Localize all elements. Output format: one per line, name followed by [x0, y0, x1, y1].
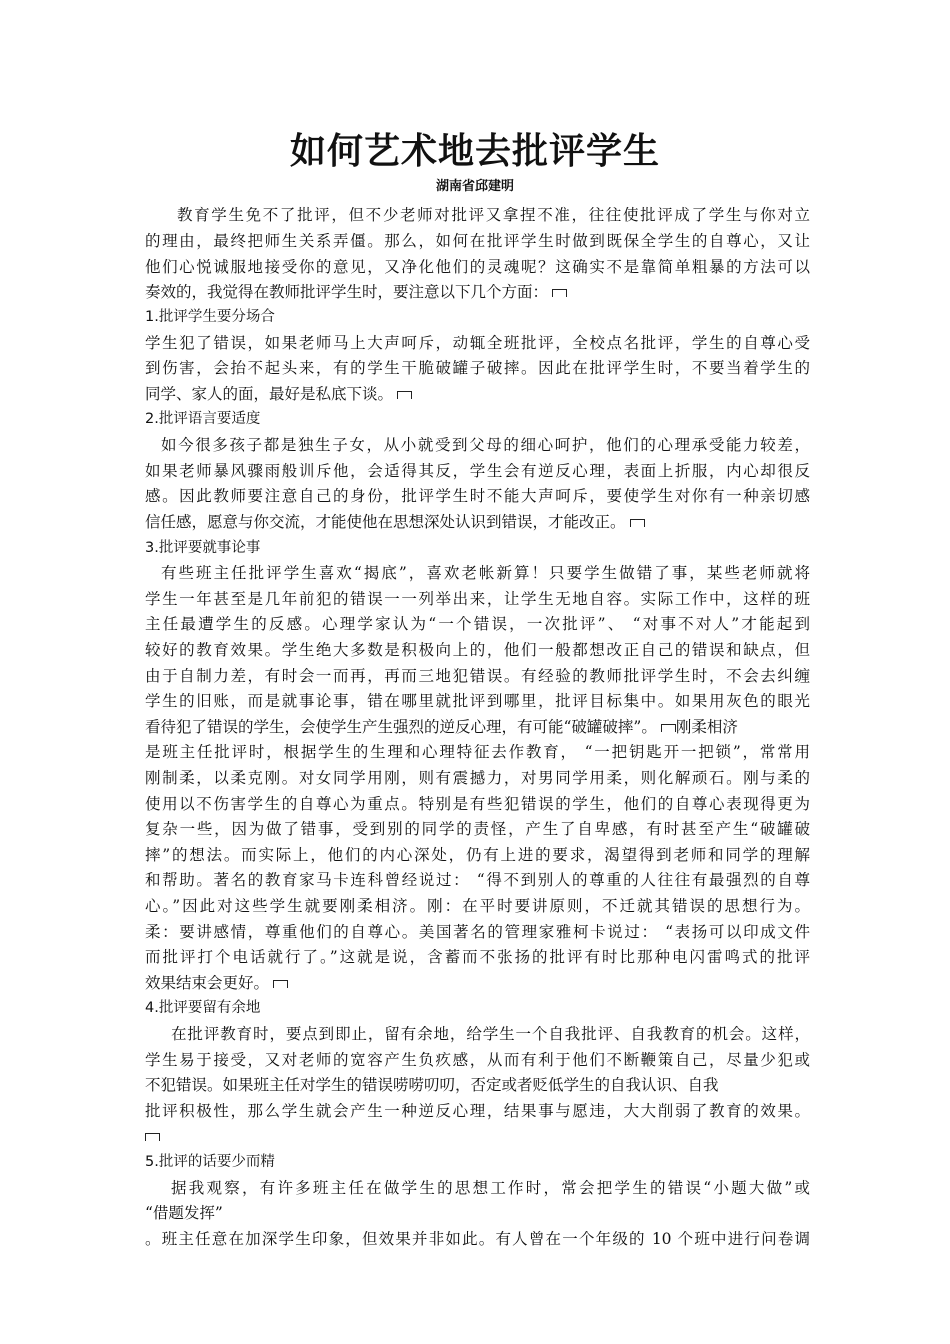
body-line: 。班主任意在加深学生印象，但效果并非如此。有人曾在一个年级的 10 个班中进行问卷调	[145, 1230, 810, 1248]
body-line: 的理由，最终把师生关系弄僵。那么，如何在批评学生时做到既保全学生的自尊心，又让	[145, 232, 810, 250]
paragraph-mark-icon	[145, 1133, 160, 1141]
body-line: 主任最遭学生的反感。心理学家认为“一个错误，一次批评”、 “对事不对人”才能起到	[145, 615, 810, 633]
body-line: 有些班主任批评学生喜欢“揭底”，喜欢老帐新算！只要学生做错了事，某些老师就将	[161, 564, 810, 582]
body-line: 学生易于接受，又对老师的宽容产生负疚感，从而有利于他们不断鞭策自己，尽量少犯或	[145, 1051, 810, 1069]
section-heading: 2.批评语言要适度	[145, 411, 261, 427]
paragraph-mark-icon	[661, 724, 676, 732]
section-heading: 4.批评要留有余地	[145, 1000, 261, 1016]
body-line: 是班主任批评时，根据学生的生理和心理特征去作教育， “一把钥匙开一把锁”，常常用	[145, 743, 810, 761]
body-line: 感。因此教师要注意自己的身份，批评学生时不能大声呵斥，要使学生对你有一种亲切感	[145, 487, 810, 505]
body-line: 使用以不伤害学生的自尊心为重点。特别是有些犯错误的学生，他们的自尊心表现得更为	[145, 795, 810, 813]
body-line: 如果老师暴风骤雨般训斥他，会适得其反，学生会有逆反心理，表面上折服，内心却很反	[145, 462, 810, 480]
body-line: 学生一年甚至是几年前犯的错误一一列举出来，让学生无地自容。实际工作中，这样的班	[145, 590, 810, 608]
body-line: 复杂一些，因为做了错事，受到别的同学的责怪，产生了自卑感，有时甚至产生“破罐破	[145, 820, 810, 838]
body-line: 批评积极性，那么学生就会产生一种逆反心理，结果事与愿违，大大削弱了教育的效果。	[145, 1102, 810, 1120]
paragraph-mark-icon	[552, 289, 567, 297]
body-line: 由于自制力差，有时会一而再，再而三地犯错误。有经验的教师批评学生时，不会去纠缠	[145, 667, 810, 685]
body-line: 而批评打个电话就行了。”这就是说，含蓄而不张扬的批评有时比那种电闪雷鸣式的批评	[145, 948, 810, 966]
body-line: 和帮助。著名的教育家马卡连科曾经说过： “得不到别人的尊重的人往往有最强烈的自尊	[145, 871, 810, 889]
body-line: 不犯错误。如果班主任对学生的错误唠唠叨叨，否定或者贬低学生的自我认识、自我	[145, 1076, 719, 1094]
body-line: 据我观察，有许多班主任在做学生的思想工作时，常会把学生的错误“小题大做”或	[171, 1179, 810, 1197]
body-line: 在批评教育时，要点到即止，留有余地，给学生一个自我批评、自我教育的机会。这样，	[171, 1025, 810, 1043]
body-line: 奏效的，我觉得在教师批评学生时，要注意以下几个方面：	[145, 280, 810, 305]
document-title: 如何艺术地去批评学生	[289, 131, 660, 172]
body-line: 较好的教育效果。学生绝大多数是积极向上的，他们一般都想改正自己的错误和缺点，但	[145, 641, 810, 659]
body-line: 看待犯了错误的学生，会使学生产生强烈的逆反心理，有可能“破罐破摔”。 刚柔相济	[145, 718, 738, 736]
body-line: 教育学生免不了批评，但不少老师对批评又拿捏不准，往往使批评成了学生与你对立	[177, 206, 810, 224]
section-heading: 3.批评要就事论事	[145, 540, 261, 556]
body-line: 学生犯了错误，如果老师马上大声呵斥，动辄全班批评，全校点名批评，学生的自尊心受	[145, 334, 810, 352]
body-line: 他们心悦诚服地接受你的意见，又净化他们的灵魂呢？这确实不是靠简单粗暴的方法可以	[145, 258, 810, 276]
body-line: 柔：要讲感情，尊重他们的自尊心。美国著名的管理家雅柯卡说过： “表扬可以印成文件	[145, 923, 810, 941]
paragraph-mark-icon	[397, 391, 412, 399]
document-author: 湖南省邱建明	[435, 179, 514, 194]
section-heading: 1.批评学生要分场合	[145, 309, 275, 325]
paragraph-mark-icon	[630, 519, 645, 527]
body-line: 学生的旧账，而是就事论事，错在哪里就批评到哪里，批评目标集中。如果用灰色的眼光	[145, 692, 810, 710]
body-line: 刚制柔，以柔克刚。对女同学用刚，则有震撼力，对男同学用柔，则化解顽石。刚与柔的	[145, 769, 810, 787]
body-line: 心。”因此对这些学生就要刚柔相济。刚：在平时要讲原则，不迁就其错误的思想行为。	[145, 897, 810, 915]
body-line: 如今很多孩子都是独生子女，从小就受到父母的细心呵护，他们的心理承受能力较差，	[161, 436, 810, 454]
paragraph-mark-icon	[273, 980, 288, 988]
body-line	[145, 1124, 810, 1149]
body-line: 摔”的想法。而实际上，他们的内心深处，仍有上进的要求，渴望得到老师和同学的理解	[145, 846, 810, 864]
body-line: 信任感，愿意与你交流，才能使他在思想深处认识到错误，才能改正。	[145, 510, 810, 535]
body-line: 到伤害，会抬不起头来，有的学生干脆破罐子破摔。因此在批评学生时，不要当着学生的	[145, 359, 810, 377]
body-line: 效果结束会更好。	[145, 971, 810, 996]
body-line: “借题发挥”	[145, 1204, 223, 1222]
body-line: 同学、家人的面，最好是私底下谈。	[145, 382, 810, 407]
section-heading: 5.批评的话要少而精	[145, 1154, 275, 1170]
